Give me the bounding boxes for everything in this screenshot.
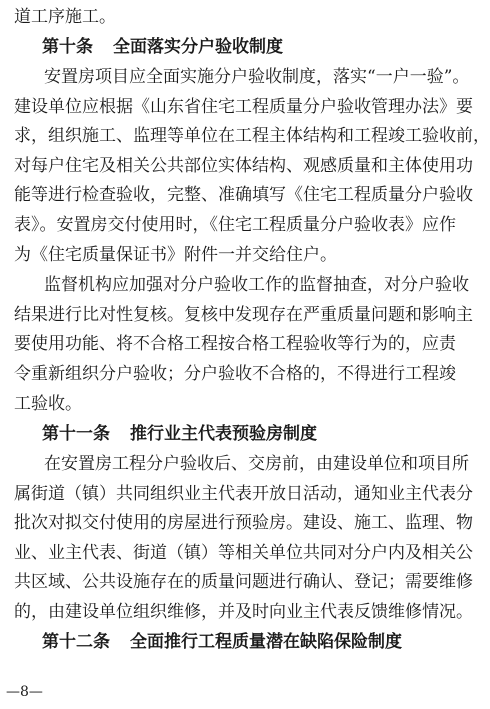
body-text-line: 表》。安置房交付使用时，《住宅工程质量分户验收表》应作 (14, 215, 456, 235)
body-text-line: 令重新组织分户验收；分户验收不合格的，不得进行工程竣 (14, 364, 456, 384)
body-text-line: 监督机构应加强对分户验收工作的监督抽查，对分户验收 (44, 275, 469, 295)
body-text-line: 共区域、公共设施存在的质量问题进行确认、登记；需要维修 (14, 572, 473, 592)
article-number: 第十一条 (42, 424, 110, 444)
body-text-line: 结果进行比对性复核。复核中发现存在严重质量问题和影响主 (14, 305, 473, 325)
article-heading (42, 32, 437, 62)
article-title: 全面推行工程质量潜在缺陷保险制度 (130, 632, 402, 652)
article-title: 推行业主代表预验房制度 (130, 424, 317, 444)
body-text-line: 道工序施工。 (14, 7, 116, 27)
body-text-line: 工验收。 (14, 394, 82, 414)
article-number: 第十条 (42, 37, 93, 57)
article-title: 全面落实分户验收制度 (113, 37, 283, 57)
body-text-line: 求，组织施工、监理等单位在工程主体结构和工程竣工验收前， (14, 126, 490, 146)
article-number: 第十二条 (42, 632, 110, 652)
body-text-line: 批次对拟交付使用的房屋进行预验房。建设、施工、监理、物 (14, 513, 473, 533)
body-text-line: 属街道（镇）共同组织业主代表开放日活动，通知业主代表分 (14, 484, 473, 504)
article-heading (42, 419, 437, 449)
body-text-line: 能等进行检查验收，完整、准确填写《住宅工程质量分户验收 (14, 185, 473, 205)
article-heading (42, 627, 437, 657)
body-text-line: 安置房项目应全面实施分户验收制度，落实“一户一验”。 (44, 67, 470, 87)
page-number: —8— (6, 684, 43, 700)
body-text-line: 对每户住宅及相关公共部位实体结构、观感质量和主体使用功 (14, 156, 473, 176)
body-text-line: 的，由建设单位组织维修，并及时向业主代表反馈维修情况。 (14, 602, 473, 622)
body-text-line: 建设单位应根据《山东省住宅工程质量分户验收管理办法》要 (14, 97, 473, 117)
body-text-line: 在安置房工程分户验收后、交房前，由建设单位和项目所 (44, 454, 469, 474)
body-text-line: 要使用功能、将不合格工程按合格工程验收等行为的，应责 (14, 334, 456, 354)
body-text-line: 业、业主代表、街道（镇）等相关单位共同对分户内及相关公 (14, 543, 473, 563)
body-text-line: 为《住宅质量保证书》附件一并交给住户。 (14, 245, 337, 265)
